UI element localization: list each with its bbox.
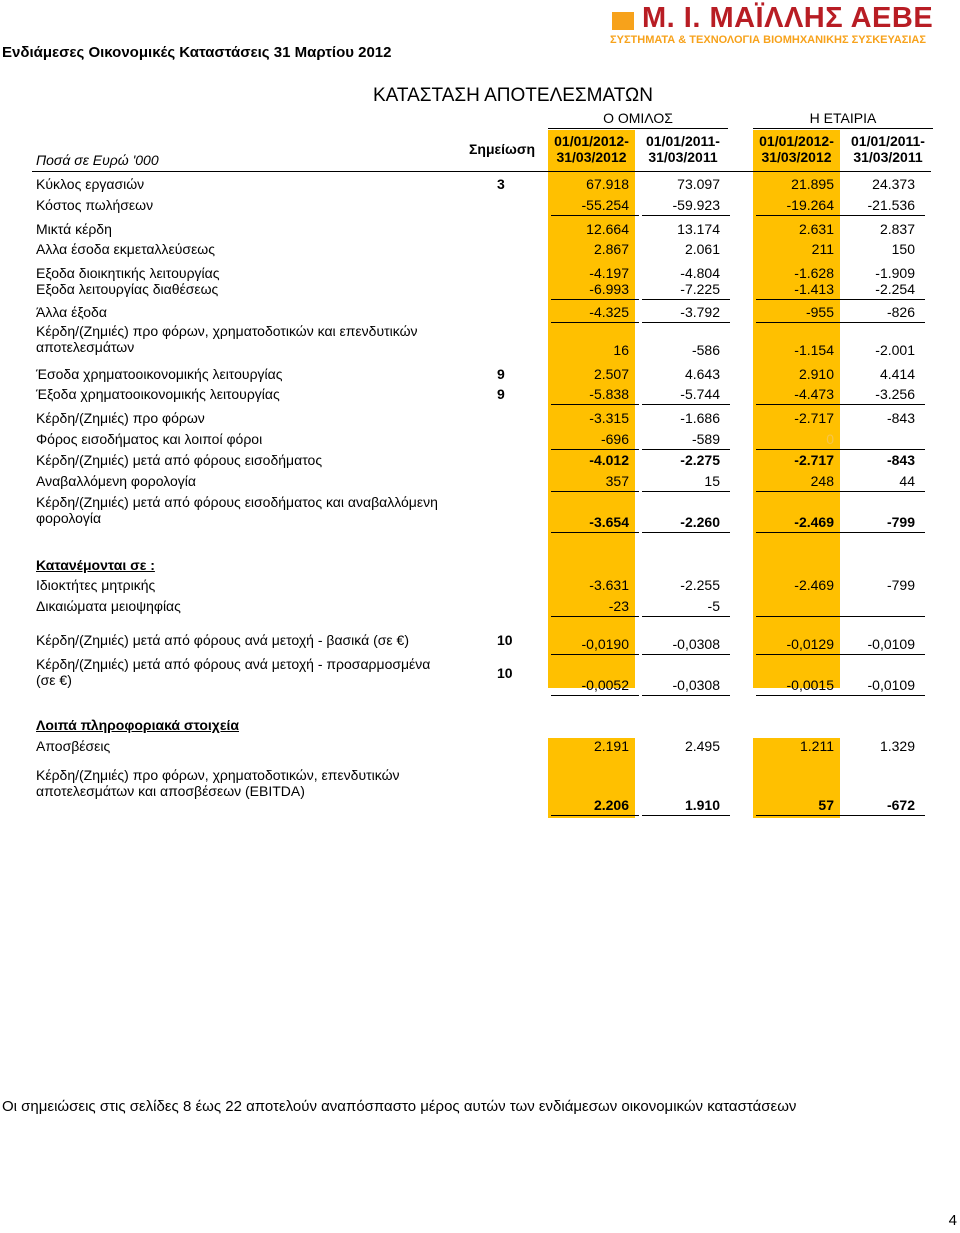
subtotal-rule	[642, 322, 730, 323]
value-g2: -1.686	[680, 410, 720, 426]
subtotal-rule	[837, 322, 925, 323]
value-g2: -7.225	[680, 281, 720, 297]
value-g2: 15	[704, 473, 720, 489]
subtotal-rule	[642, 491, 730, 492]
row-label: Αλλα έσοδα εκμεταλλεύσεως	[36, 241, 215, 257]
value-c1: -1.413	[794, 281, 834, 297]
row-label: Ιδιοκτήτες μητρικής	[36, 577, 156, 593]
note-column-header: Σημείωση	[469, 141, 536, 157]
value-c2: -843	[886, 410, 915, 426]
value-g2: -5	[707, 598, 720, 614]
value-c2: 1.329	[879, 738, 915, 754]
value-g1: -5.838	[589, 386, 629, 402]
value-g2: -0,0308	[672, 636, 720, 652]
value-g1: 2.206	[593, 797, 629, 813]
value-c1: -2.469	[794, 577, 834, 593]
allocation-rule	[756, 616, 844, 617]
allocation-heading: Κατανέμονται σε :	[36, 557, 155, 573]
value-c1: 211	[811, 241, 834, 257]
value-g1: -696	[600, 431, 629, 447]
value-g2: -586	[691, 342, 720, 358]
value-g1: 12.664	[586, 221, 629, 237]
company-period-prior: 01/01/2011- 31/03/2011	[851, 133, 925, 165]
subtotal-rule	[642, 299, 730, 300]
value-g1: -4.012	[589, 452, 629, 468]
group-period-current: 01/01/2012- 31/03/2012	[554, 133, 629, 165]
eps-rule	[642, 654, 730, 655]
value-c2: -799	[886, 577, 915, 593]
row-label: Εξοδα λειτουργίας διαθέσεως	[36, 281, 219, 297]
subtotal-rule	[551, 322, 639, 323]
value-c2: -672	[886, 797, 915, 813]
value-c2: 44	[899, 473, 915, 489]
value-g2: -4.804	[680, 265, 720, 281]
group-period-prior: 01/01/2011- 31/03/2011	[646, 133, 720, 165]
value-c2: 24.373	[872, 176, 915, 192]
value-g1: -0,0190	[581, 636, 629, 652]
subtotal-rule	[756, 491, 844, 492]
subtotal-rule	[756, 299, 844, 300]
value-g2: -59.923	[672, 197, 720, 213]
row-label: Αποσβέσεις	[36, 738, 111, 754]
document-title: Ενδιάμεσες Οικονομικές Καταστάσεις 31 Μαρτίου 2012	[2, 44, 392, 61]
row-note: 9	[497, 366, 505, 382]
value-g2: -3.792	[680, 304, 720, 320]
value-c1: 21.895	[791, 176, 834, 192]
value-c1: -955	[805, 304, 834, 320]
value-c1: 57	[818, 797, 834, 813]
allocation-rule	[837, 616, 925, 617]
value-c1: 2.631	[798, 221, 834, 237]
value-g2: 2.495	[684, 738, 720, 754]
subtotal-rule	[756, 404, 844, 405]
row-label: Κύκλος εργασιών	[36, 176, 145, 192]
value-g1: -0,0052	[581, 677, 629, 693]
value-g1: 2.507	[593, 366, 629, 382]
subtotal-rule	[837, 491, 925, 492]
row-label: Κέρδη/(Ζημιές) προ φόρων, χρηματοδοτικών, επενδυτικών αποτελεσμάτων και αποσβέσεων (EBITDA)	[36, 767, 400, 799]
value-c2: -0,0109	[867, 677, 915, 693]
value-g1: -4.325	[589, 304, 629, 320]
row-label: Έσοδα χρηματοοικονομικής λειτουργίας	[36, 366, 283, 382]
row-label: Άλλα έξοδα	[36, 304, 107, 320]
value-c1: 2.910	[798, 366, 834, 382]
row-note: 9	[497, 386, 505, 402]
subtotal-rule	[551, 532, 639, 533]
value-c1: -2.469	[794, 514, 834, 530]
eps-rule	[756, 695, 844, 696]
eps-rule	[837, 695, 925, 696]
group-label: Ο ΟΜΙΛΟΣ	[603, 110, 673, 126]
value-c1: 248	[810, 473, 834, 489]
value-c2: -2.001	[875, 342, 915, 358]
value-g2: 73.097	[677, 176, 720, 192]
subtotal-rule	[837, 404, 925, 405]
value-c2: -799	[886, 514, 915, 530]
subtotal-rule	[756, 322, 844, 323]
value-c2: -0,0109	[867, 636, 915, 652]
subtotal-rule	[551, 404, 639, 405]
eps-rule	[642, 695, 730, 696]
row-note: 3	[497, 176, 505, 192]
value-c1: 1.211	[800, 738, 834, 754]
value-c1: 0	[826, 431, 834, 447]
value-g2: 13.174	[677, 221, 720, 237]
allocation-rule	[551, 616, 639, 617]
value-c1: -1.628	[794, 265, 834, 281]
value-c2: -2.254	[875, 281, 915, 297]
ebitda-rule	[551, 815, 639, 816]
row-label: Κέρδη/(Ζημιές) μετά από φόρους εισοδήματος	[36, 452, 323, 468]
value-c2: 150	[891, 241, 915, 257]
value-c1: -2.717	[794, 410, 834, 426]
row-label: Μικτά κέρδη	[36, 221, 112, 237]
amounts-label: Ποσά σε Ευρώ '000	[36, 152, 159, 168]
row-label: Κέρδη/(Ζημιές) προ φόρων	[36, 410, 205, 426]
group-header-rule	[548, 128, 728, 129]
value-g2: -5.744	[680, 386, 720, 402]
value-g1: -3.315	[589, 410, 629, 426]
value-g1: -23	[608, 598, 629, 614]
company-tagline: ΣΥΣΤΗΜΑΤΑ & ΤΕΧΝΟΛΟΓΙΑ ΒΙΟΜΗΧΑΝΙΚΗΣ ΣΥΣΚΕΥΑΣΙΑΣ	[610, 34, 926, 46]
value-c2: -843	[886, 452, 915, 468]
value-c1: -2.717	[794, 452, 834, 468]
eps-rule	[756, 654, 844, 655]
page-number: 4	[948, 1212, 957, 1229]
subtotal-rule	[837, 532, 925, 533]
row-label: Κέρδη/(Ζημιές) μετά από φόρους ανά μετοχή - βασικά (σε €)	[36, 632, 409, 648]
eps-rule	[551, 654, 639, 655]
value-g1: 357	[605, 473, 629, 489]
row-note: 10	[497, 632, 513, 648]
value-g2: -589	[691, 431, 720, 447]
row-label: Έξοδα χρηματοοικονομικής λειτουργίας	[36, 386, 280, 402]
row-label: Φόρος εισοδήματος και λοιποί φόροι	[36, 431, 263, 447]
ebitda-rule	[642, 815, 730, 816]
value-g2: 2.061	[684, 241, 720, 257]
value-c2: 2.837	[879, 221, 915, 237]
value-c2: -826	[886, 304, 915, 320]
report-title: ΚΑΤΑΣΤΑΣΗ ΑΠΟΤΕΛΕΣΜΑΤΩΝ	[373, 85, 653, 106]
value-g1: 16	[613, 342, 629, 358]
value-g1: 67.918	[586, 176, 629, 192]
subtotal-rule	[642, 215, 730, 216]
subtotal-rule	[642, 532, 730, 533]
value-g2: -2.255	[680, 577, 720, 593]
row-label: Κόστος πωλήσεων	[36, 197, 154, 213]
subtotal-rule	[837, 299, 925, 300]
subtotal-rule	[837, 215, 925, 216]
value-g1: -4.197	[589, 265, 629, 281]
subtotal-rule	[551, 215, 639, 216]
value-c1: -4.473	[794, 386, 834, 402]
value-g2: -2.275	[680, 452, 720, 468]
value-c2: -3.256	[875, 386, 915, 402]
allocation-rule	[642, 616, 730, 617]
value-g1: 2.191	[593, 738, 629, 754]
row-label: Αναβαλλόμενη φορολογία	[36, 473, 197, 489]
other-info-heading: Λοιπά πληροφοριακά στοιχεία	[36, 717, 239, 733]
subtotal-rule	[756, 532, 844, 533]
value-g2: 4.643	[684, 366, 720, 382]
value-g2: -0,0308	[672, 677, 720, 693]
value-g2: 1.910	[684, 797, 720, 813]
company-label: Η ΕΤΑΙΡΙΑ	[809, 110, 877, 126]
value-c2: -1.909	[875, 265, 915, 281]
row-label: Κέρδη/(Ζημιές) προ φόρων, χρηματοδοτικών και επενδυτικών αποτελεσμάτων	[36, 323, 418, 355]
logo-square-icon	[612, 12, 634, 30]
row-label: Δικαιώματα μειοψηφίας	[36, 598, 181, 614]
value-g1: -3.631	[589, 577, 629, 593]
subtotal-rule	[551, 449, 639, 450]
value-c1: -1.154	[794, 342, 834, 358]
company-header-rule	[753, 128, 933, 129]
value-c2: 4.414	[879, 366, 915, 382]
value-c1: -0,0129	[786, 636, 834, 652]
eps-rule	[837, 654, 925, 655]
value-c1: -0,0015	[786, 677, 834, 693]
subtotal-rule	[551, 491, 639, 492]
value-g1: -3.654	[589, 514, 629, 530]
value-g1: -6.993	[589, 281, 629, 297]
header-bottom-rule	[32, 171, 931, 172]
company-current-column-highlight	[753, 130, 840, 688]
subtotal-rule	[837, 449, 925, 450]
row-label: Κέρδη/(Ζημιές) μετά από φόρους εισοδήματος και αναβαλλόμενη φορολογία	[36, 494, 438, 526]
company-logo	[606, 4, 958, 48]
value-g2: -2.260	[680, 514, 720, 530]
subtotal-rule	[756, 449, 844, 450]
row-label: Εξοδα διοικητικής λειτουργίας	[36, 265, 220, 281]
row-note: 10	[497, 665, 513, 681]
value-g1: 2.867	[593, 241, 629, 257]
ebitda-rule	[756, 815, 844, 816]
subtotal-rule	[642, 404, 730, 405]
company-period-current: 01/01/2012- 31/03/2012	[759, 133, 834, 165]
subtotal-rule	[756, 215, 844, 216]
subtotal-rule	[551, 299, 639, 300]
value-c2: -21.536	[867, 197, 915, 213]
value-g1: -55.254	[581, 197, 629, 213]
ebitda-rule	[837, 815, 925, 816]
subtotal-rule	[642, 449, 730, 450]
company-name: Μ. Ι. ΜΑΪΛΛΗΣ ΑΕΒΕ	[642, 2, 934, 34]
footer-note: Οι σημειώσεις στις σελίδες 8 έως 22 αποτελούν αναπόσπαστο μέρος αυτών των ενδιάμεσων οικονομικών καταστάσεων	[2, 1098, 797, 1115]
eps-rule	[551, 695, 639, 696]
row-label: Κέρδη/(Ζημιές) μετά από φόρους ανά μετοχή - προσαρμοσμένα (σε €)	[36, 656, 431, 688]
value-c1: -19.264	[786, 197, 834, 213]
